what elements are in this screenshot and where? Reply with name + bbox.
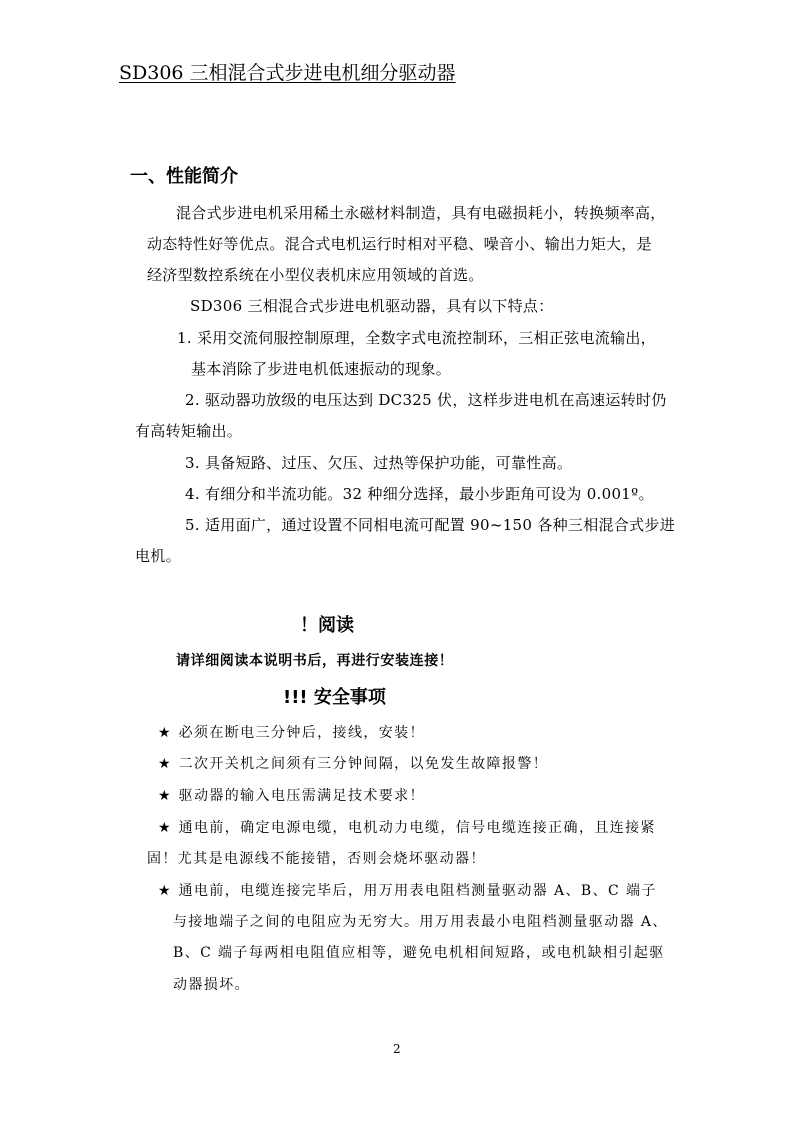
star-icon: ★: [158, 788, 171, 804]
star-icon: ★: [158, 820, 171, 836]
feature-line: 有高转矩输出。: [135, 422, 243, 440]
paragraph-line: SD306 三相混合式步进电机驱动器，具有以下特点：: [190, 297, 554, 315]
safety-item-text: 必须在断电三分钟后，接线，安装！: [178, 725, 425, 741]
feature-line: 5. 适用面广，通过设置不同相电流可配置 90~150 各种三相混合式步进: [185, 516, 676, 534]
paragraph-line: 经济型数控系统在小型仪表机床应用领域的首选。: [147, 266, 484, 284]
feature-line: 电机。: [135, 547, 181, 565]
safety-item-continuation: 动器损坏。: [173, 977, 250, 993]
safety-item-text: 二次开关机之间须有三分钟间隔，以免发生故障报警！: [178, 756, 549, 772]
safety-item-continuation: B、C 端子每两相电阻值应相等，避免电机相间短路，或电机缺相引起驱: [173, 945, 665, 961]
paragraph-line: 动态特性好等优点。混合式电机运行时相对平稳、噪音小、输出力矩大，是: [147, 235, 652, 253]
paragraph-line: 混合式步进电机采用稀土永磁材料制造，具有电磁损耗小，转换频率高，: [176, 204, 666, 222]
safety-item: [158, 880, 657, 900]
feature-line: 1. 采用交流伺服控制原理，全数字式电流控制环，三相正弦电流输出，: [177, 329, 656, 347]
section-heading-performance: 一、性能简介: [130, 166, 238, 187]
star-icon: ★: [158, 883, 171, 899]
star-icon: ★: [158, 756, 171, 772]
feature-line: 4. 有细分和半流功能。32 种细分选择，最小步距角可设为 0.001º。: [185, 485, 654, 503]
feature-line: 基本消除了步进电机低速振动的现象。: [191, 360, 452, 378]
safety-heading: !!! 安全事项: [283, 687, 386, 708]
safety-item: [158, 722, 425, 742]
feature-line: 2. 驱动器功放级的电压达到 DC325 伏，这样步进电机在高速运转时仍: [185, 391, 667, 409]
document-title: SD306 三相混合式步进电机细分驱动器: [119, 62, 456, 84]
reading-notice: 请详细阅读本说明书后，再进行安装连接！: [176, 653, 454, 669]
safety-item: [158, 785, 425, 805]
safety-item: [158, 753, 548, 773]
safety-item-text: 通电前，电缆连接完毕后，用万用表电阻档测量驱动器 A、B、C 端子: [178, 883, 657, 899]
star-icon: ★: [158, 725, 171, 741]
safety-item-continuation: 固！尤其是电源线不能接错，否则会烧坏驱动器！: [147, 851, 486, 867]
safety-item-text: 通电前，确定电源电缆，电机动力电缆，信号电缆连接正确，且连接紧: [178, 820, 656, 836]
safety-item-continuation: 与接地端子之间的电阻应为无穷大。用万用表最小电阻档测量驱动器 A、: [173, 914, 668, 930]
page-number: 2: [393, 1042, 401, 1056]
reading-heading: ！阅读: [300, 615, 354, 636]
feature-line: 3. 具备短路、过压、欠压、过热等保护功能，可靠性高。: [185, 454, 573, 472]
safety-item-text: 驱动器的输入电压需满足技术要求！: [178, 788, 425, 804]
safety-item: [158, 817, 656, 837]
